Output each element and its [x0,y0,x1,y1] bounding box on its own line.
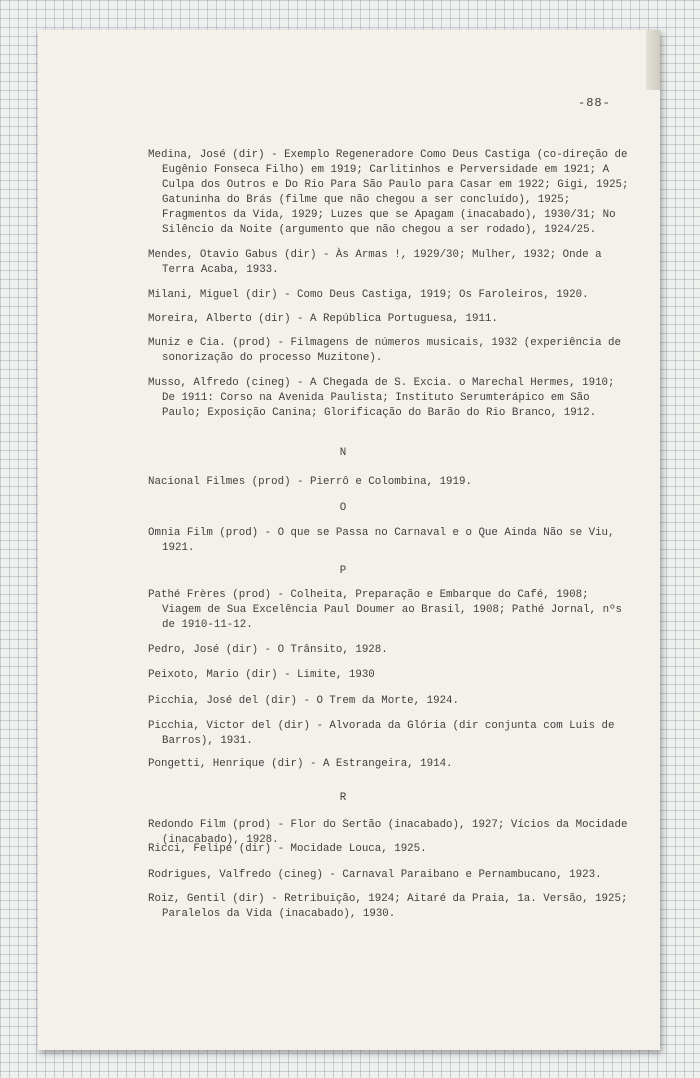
section-letter-o: O [339,502,347,514]
entry-pongetti: Pongetti, Henrique (dir) - A Estrangeira, 1914. [148,758,453,770]
entry-moreira: Moreira, Alberto (dir) - A República Portuguesa, 1911. [148,313,498,325]
entry-pathe: Pathé Frères (prod) - Colheita, Preparação e Embarque do Café, 1908; Viagem de Sua Excelência Paul Doumer ao Brasil, 1908; Pathé Jornal, nºs de 1910-11-12. [148,589,623,631]
entry-omnia: Omnia Film (prod) - O que se Passa no Carnaval e o Que Ainda Não se Viu, 1921. [148,527,615,554]
entry-mendes: Mendes, Otavio Gabus (dir) - Às Armas !, 1929/30; Mulher, 1932; Onde a Terra Acaba, 1933. [148,249,602,276]
entry-redondo: Redondo Film (prod) - Flor do Sertão (inacabado), 1927; Vícios da Mocidade (inacabado), 1928. [148,819,628,846]
entry-rodrigues: Rodrigues, Valfredo (cineg) - Carnaval Paraibano e Pernambucano, 1923. [148,869,602,881]
page-number: -88- [578,96,611,110]
entry-peixoto: Peixoto, Mario (dir) - Limite, 1930 [148,669,375,681]
entry-musso: Musso, Alfredo (cineg) - A Chegada de S. Excia. o Marechal Hermes, 1910; De 1911: Corso na Avenida Paulista; Instituto Serumterápico em São Paulo; Exposição Canina; Glorificação do Barão do Rio Branco, 1912. [148,377,615,419]
entry-picchia-victor: Picchia, Victor del (dir) - Alvorada da Glória (dir conjunta com Luis de Barros), 1931. [148,720,615,747]
entry-ricci: Ricci, Felipe (dir) - Mocidade Louca, 1925. [148,843,427,855]
section-letter-r: R [339,792,347,804]
entry-milani: Milani, Miguel (dir) - Como Deus Castiga, 1919; Os Faroleiros, 1920. [148,289,589,301]
section-letter-n: N [339,447,347,459]
entry-pedro: Pedro, José (dir) - O Trânsito, 1928. [148,644,388,656]
page-edge [646,30,660,90]
entry-nacional: Nacional Filmes (prod) - Pierrô e Colombina, 1919. [148,476,472,488]
section-letter-p: P [339,565,347,577]
entry-picchia-jose: Picchia, José del (dir) - O Trem da Morte, 1924. [148,695,460,707]
entry-roiz: Roiz, Gentil (dir) - Retribuição, 1924; Aitaré da Praia, 1a. Versão, 1925; Paralelos da Vida (inacabado), 1930. [148,893,628,920]
entry-muniz: Muniz e Cia. (prod) - Filmagens de números musicais, 1932 (experiência de sonorização do processo Muzitone). [148,337,621,364]
entry-medina: Medina, José (dir) - Exemplo Regeneradore Como Deus Castiga (co-direção de Eugênio Fonseca Filho) em 1919; Carlitinhos e Perversidade em 1921; A Culpa dos Outros e Do Rio Para São Paulo para Casar em 1922; Gigi, 1925; Gatuninha do Brás (filme que não chegou a ser concluído), 1925; Fragmentos da Vida, 1929; Luzes que se Apagam (inacabado), 1930/31; No Silêncio da Noite (argumento que não chegou a ser rodado), 1924/25. [148,149,629,236]
